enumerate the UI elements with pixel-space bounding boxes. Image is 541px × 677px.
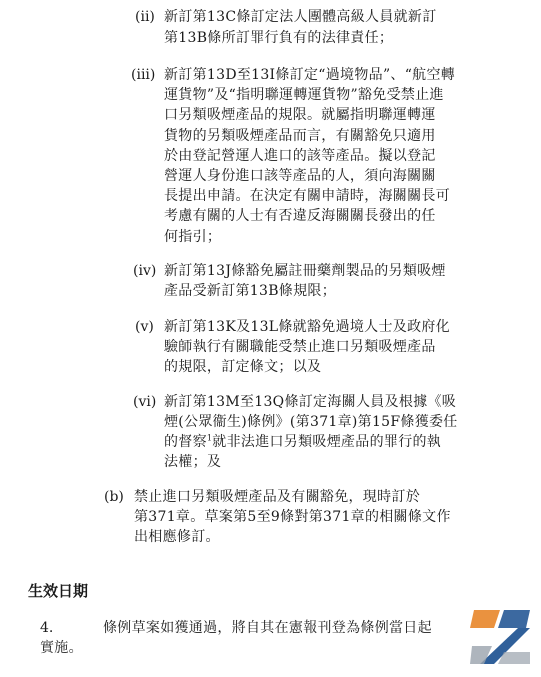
list-item-line: 長提出申請。在決定有關申請時，海關關長可 bbox=[164, 188, 450, 204]
list-item-line: 於由登記營運人進口的該等產品。擬以登記 bbox=[164, 148, 436, 164]
paragraph-line: 實施。 bbox=[40, 640, 83, 656]
list-item-line: 新訂第13D至13I條訂定“過境物品”、“航空轉 bbox=[164, 67, 456, 83]
list-item-line: 何指引； bbox=[164, 229, 222, 245]
paragraph-line: 條例草案如獲通過，將自其在憲報刊登為條例當日起 bbox=[103, 620, 432, 636]
list-item-line: 新訂第13J條豁免屬註冊藥劑製品的另類吸煙 bbox=[164, 263, 446, 279]
list-item-text: 就非法進口另類吸煙產品的罪行的執 bbox=[212, 434, 442, 450]
list-item-text: 的督察 bbox=[164, 434, 207, 450]
list-item-line: 第371章。草案第5至9條對第371章的相關條文作 bbox=[134, 509, 451, 525]
list-item-line: 產品受新訂第13B條規限； bbox=[164, 283, 337, 299]
footnote-marker: 1 bbox=[206, 433, 213, 443]
list-item-line: 運貨物”及“指明聯運轉運貨物”豁免受禁止進 bbox=[164, 87, 444, 103]
list-item-label: (vi) bbox=[133, 394, 157, 410]
list-item-line: 第13B條所訂罪行負有的法律責任； bbox=[164, 30, 394, 46]
list-item-line: 考慮有關的人士有否違反海關關長發出的任 bbox=[164, 208, 436, 224]
watermark-logo-icon bbox=[470, 606, 532, 668]
list-item-label: (ii) bbox=[135, 9, 155, 25]
list-item-line: 的規限，訂定條文；以及 bbox=[164, 359, 322, 375]
list-item-line-with-footnote bbox=[164, 433, 441, 451]
list-item-label: (iv) bbox=[133, 263, 157, 279]
list-item-line: 驗師執行有關職能受禁止進口另類吸煙產品 bbox=[164, 339, 436, 355]
list-item-line: 煙(公眾衞生)條例》(第371章)第15F條獲委任 bbox=[164, 414, 458, 430]
list-item-line: 營運人身份進口該等產品的人，須向海關關 bbox=[164, 168, 436, 184]
list-item-line: 口另類吸煙產品的規限。就屬指明聯運轉運 bbox=[164, 107, 436, 123]
list-item-line: 法權；及 bbox=[164, 454, 222, 470]
section-heading: 生效日期 bbox=[28, 582, 89, 600]
list-item-label: (v) bbox=[135, 319, 154, 335]
list-item-label: (b) bbox=[104, 489, 124, 505]
list-item-label: (iii) bbox=[131, 67, 156, 83]
list-item-line: 出相應修訂。 bbox=[134, 529, 220, 545]
list-item-line: 新訂第13M至13Q條訂定海關人員及根據《吸 bbox=[164, 394, 457, 410]
list-item-line: 新訂第13C條訂定法人團體高級人員就新訂 bbox=[164, 9, 437, 25]
list-item-line: 新訂第13K及13L條就豁免過境人士及政府化 bbox=[164, 319, 450, 335]
list-item-line: 禁止進口另類吸煙產品及有關豁免，現時訂於 bbox=[134, 489, 420, 505]
list-item-line: 貨物的另類吸煙產品而言，有關豁免只適用 bbox=[164, 128, 436, 144]
paragraph-number: 4. bbox=[40, 620, 54, 636]
